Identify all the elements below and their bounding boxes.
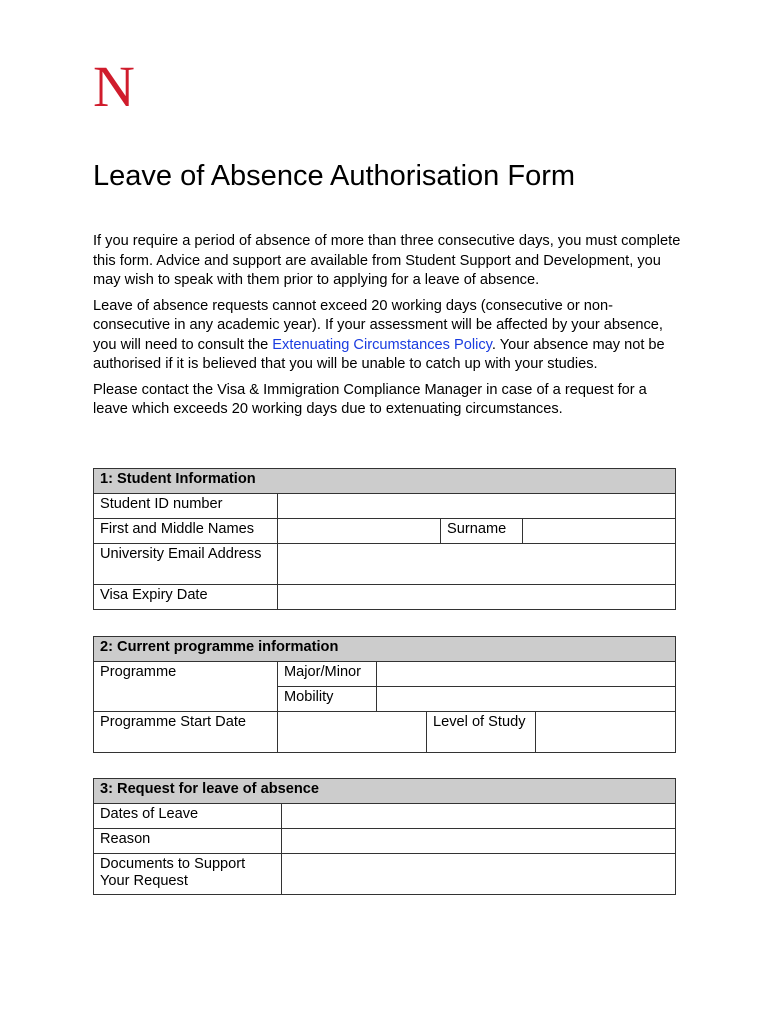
dates-of-leave-label: Dates of Leave <box>94 804 282 829</box>
level-of-study-label: Level of Study <box>427 712 536 753</box>
programme-label: Programme <box>94 662 278 712</box>
mobility-field[interactable] <box>377 687 676 712</box>
email-label: University Email Address <box>94 544 278 585</box>
extenuating-circumstances-policy-link[interactable]: Extenuating Circumstances Policy <box>272 336 492 353</box>
email-field[interactable] <box>278 544 676 585</box>
intro-paragraph-2 <box>93 297 683 375</box>
first-names-field[interactable] <box>278 519 441 544</box>
documents-label: Documents to Support Your Request <box>94 854 282 895</box>
documents-field[interactable] <box>282 854 676 895</box>
visa-expiry-label: Visa Expiry Date <box>94 585 278 610</box>
major-minor-label: Major/Minor <box>278 662 377 687</box>
visa-expiry-field[interactable] <box>278 585 676 610</box>
programme-information-table <box>93 636 676 753</box>
reason-label: Reason <box>94 829 282 854</box>
dates-of-leave-field[interactable] <box>282 804 676 829</box>
major-minor-field[interactable] <box>377 662 676 687</box>
student-id-label: Student ID number <box>94 494 278 519</box>
university-logo: N <box>93 54 134 119</box>
first-names-label: First and Middle Names <box>94 519 278 544</box>
section-1-header: 1: Student Information <box>94 469 676 494</box>
mobility-label: Mobility <box>278 687 377 712</box>
intro-p2-after: . Your absence may not be authorised if it is believed that you will be unable to catch up with your studies. <box>93 336 665 372</box>
surname-label: Surname <box>441 519 523 544</box>
student-id-field[interactable] <box>278 494 676 519</box>
intro-paragraph-3: Please contact the Visa & Immigration Compliance Manager in case of a request for a leave which exceeds 20 working days due to extenuating circumstances. <box>93 381 647 417</box>
intro-text <box>93 232 683 426</box>
reason-field[interactable] <box>282 829 676 854</box>
surname-field[interactable] <box>523 519 676 544</box>
start-date-label: Programme Start Date <box>94 712 278 753</box>
student-information-table <box>93 468 676 610</box>
leave-request-table <box>93 778 676 895</box>
intro-paragraph-1: If you require a period of absence of more than three consecutive days, you must complete this form. Advice and support are available from Student Support and Development, you may wish to speak with them prior to applying for a leave of absence. <box>93 233 681 288</box>
section-2-header: 2: Current programme information <box>94 637 676 662</box>
section-3-header: 3: Request for leave of absence <box>94 779 676 804</box>
intro-p2-before: Leave of absence requests cannot exceed 20 working days (consecutive or non-consecutive in any academic year). If your assessment will be affected by your absence, you will need to consult the <box>93 297 663 353</box>
start-date-field[interactable] <box>278 712 427 753</box>
page-title: Leave of Absence Authorisation Form <box>93 160 576 192</box>
level-of-study-field[interactable] <box>536 712 676 753</box>
